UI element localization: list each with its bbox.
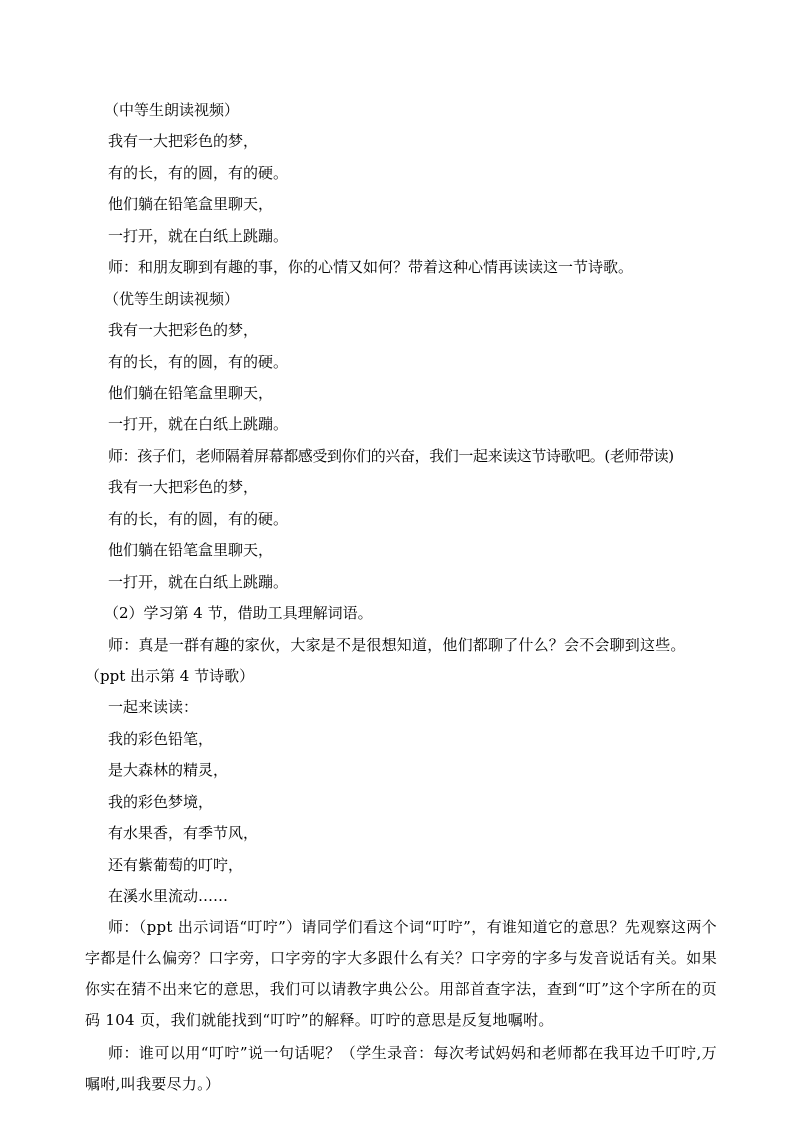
poem-line: 我有一大把彩色的梦， — [108, 478, 259, 496]
poem-line: 有的长，有的圆，有的硬。 — [108, 510, 289, 528]
poem-line: 我有一大把彩色的梦， — [108, 132, 259, 150]
poem-line: 是大森林的精灵， — [108, 761, 229, 779]
poem-line: 还有紫葡萄的叮咛， — [108, 856, 244, 874]
teacher-paragraph: 师：谁可以用“叮咛”说一句话呢？（学生录音：每次考试妈妈和老师都在我耳边千叮咛,万嘱咐,叫我要尽力。） — [85, 1044, 717, 1093]
teacher-paragraph: 师：（ppt 出示词语“叮咛”）请同学们看这个词“叮咛”，有谁知道它的意思？先观察这两个字都是什么偏旁？口字旁，口字旁的字大多跟什么有关？口字旁的字多与发音说话有关。如果你实在猜不出来它的意思，我们可以请教字典公公。用部首查字法，查到“叮”这个字所在的页码 104 页，我们就能找到“叮咛”的解释。叮咛的意思是反复地嘱咐。 — [85, 918, 717, 1029]
poem-line: 在溪水里流动…… — [108, 887, 229, 905]
poem-line: 他们躺在铅笔盒里聊天， — [108, 541, 274, 559]
poem-line: 一打开，就在白纸上跳蹦。 — [108, 415, 289, 433]
stage-direction: （ppt 出示第 4 节诗歌） — [85, 667, 255, 685]
teacher-line: 师：孩子们，老师隔着屏幕都感受到你们的兴奋，我们一起来读这节诗歌吧。(老师带读) — [108, 447, 674, 465]
section-heading: （2）学习第 4 节，借助工具理解词语。 — [104, 604, 373, 622]
poem-line: 一打开，就在白纸上跳蹦。 — [108, 573, 289, 591]
teacher-line: 师：真是一群有趣的家伙，大家是不是很想知道，他们都聊了什么？会不会聊到这些。 — [108, 636, 686, 654]
teacher-line: 师：和朋友聊到有趣的事，你的心情又如何？带着这种心情再读读这一节诗歌。 — [108, 258, 634, 276]
stage-direction: （优等生朗读视频） — [104, 290, 240, 308]
poem-line: 他们躺在铅笔盒里聊天， — [108, 384, 274, 402]
poem-line: 他们躺在铅笔盒里聊天， — [108, 195, 274, 213]
poem-line: 我的彩色梦境， — [108, 793, 214, 811]
poem-line: 一打开，就在白纸上跳蹦。 — [108, 227, 289, 245]
stage-direction: （中等生朗读视频） — [104, 101, 240, 119]
poem-line: 我有一大把彩色的梦， — [108, 321, 259, 339]
poem-line: 有的长，有的圆，有的硬。 — [108, 353, 289, 371]
poem-line: 有水果香，有季节风， — [108, 824, 259, 842]
instruction-line: 一起来读读： — [108, 698, 199, 716]
poem-line: 有的长，有的圆，有的硬。 — [108, 164, 289, 182]
poem-line: 我的彩色铅笔， — [108, 730, 214, 748]
